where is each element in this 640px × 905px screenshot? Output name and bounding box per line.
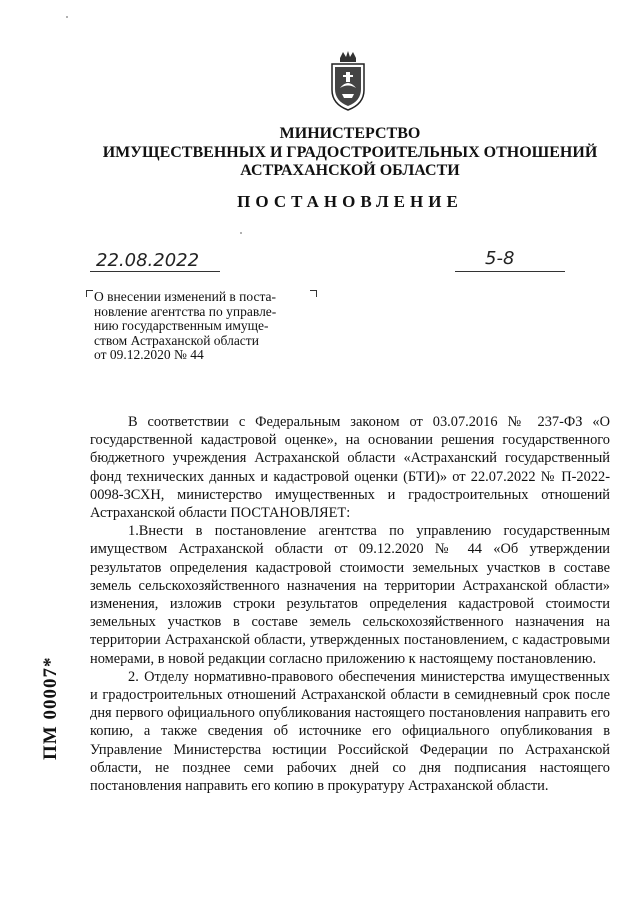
scan-speck	[240, 232, 242, 234]
body-paragraph-item-1: 1.Внести в постановление агентства по управлению государственным имуществом Астраханской области от 09.12.2020 № 44 «Об утверждении результатов определения кадастровой стоимости земельных участков в составе земель сельскохозяйственного назначения на территории Астраханской области» изменения, изложив строки результатов определения кадастровой стоимости земельных участков в составе земель сельскохозяйственного назначения на территории Астраханской области, утвержденных постановлением, с кадастровыми номерами, в новой редакции согласно приложению к настоящему постановлению.	[90, 523, 610, 667]
subject-line: О внесении изменений в поста-	[94, 289, 277, 304]
document-body	[90, 413, 610, 795]
document-type-title: ПОСТАНОВЛЕНИЕ	[237, 192, 463, 211]
date-underline	[90, 271, 220, 272]
number-underline	[455, 271, 565, 272]
subject-line: новление агентства по управле-	[94, 303, 277, 319]
ministry-title-line-1: МИНИСТЕРСТВО	[279, 125, 421, 142]
subject-bracket-right	[310, 290, 317, 297]
document-date: 22.08.2022	[96, 250, 200, 271]
subject-line: ством Астраханской области	[94, 332, 259, 348]
document-subject	[94, 290, 310, 363]
coat-of-arms-icon	[326, 50, 370, 112]
document-date-field	[90, 250, 220, 274]
ministry-title-line-3: АСТРАХАНСКОЙ ОБЛАСТИ	[240, 162, 460, 179]
scan-speck	[66, 16, 68, 18]
subject-bracket-left	[86, 290, 93, 297]
body-paragraph-preamble: В соответствии с Федеральным законом от 03.07.2016 № 237-ФЗ «О государственной кадастровой оценке», на основании решения государственного бюджетного учреждения Астраханской области «Астраханский государственный фонд технических данных и кадастровой оценки (БТИ)» от 22.07.2022 № П-2022-0098-ЗСХН, министерство имущественных и градостроительных отношений Астраханской области ПОСТАНОВЛЯЕТ:	[90, 414, 610, 522]
subject-line: нию государственным имуще-	[94, 318, 269, 333]
subject-line: от 09.12.2020 № 44	[94, 347, 204, 362]
body-paragraph-item-2: 2. Отделу нормативно-правового обеспечения министерства имущественных и градостроительных отношений Астраханской области в семидневный срок после дня первого официального опубликования настоящего постановления направить его копию, а также сведения об источнике его официального опубликования в Управление Министерства юстиции Российской Федерации по Астраханской области, не позднее семи рабочих дней со дня подписания настоящего постановления направить его копию в прокуратуру Астраханской области.	[90, 668, 610, 795]
document-number: 5-8	[485, 248, 515, 269]
document-number-field	[455, 248, 565, 274]
ministry-title-line-2: ИМУЩЕСТВЕННЫХ И ГРАДОСТРОИТЕЛЬНЫХ ОТНОШЕНИЙ	[102, 144, 598, 161]
side-registration-stamp: ПМ 00007*	[40, 656, 61, 760]
